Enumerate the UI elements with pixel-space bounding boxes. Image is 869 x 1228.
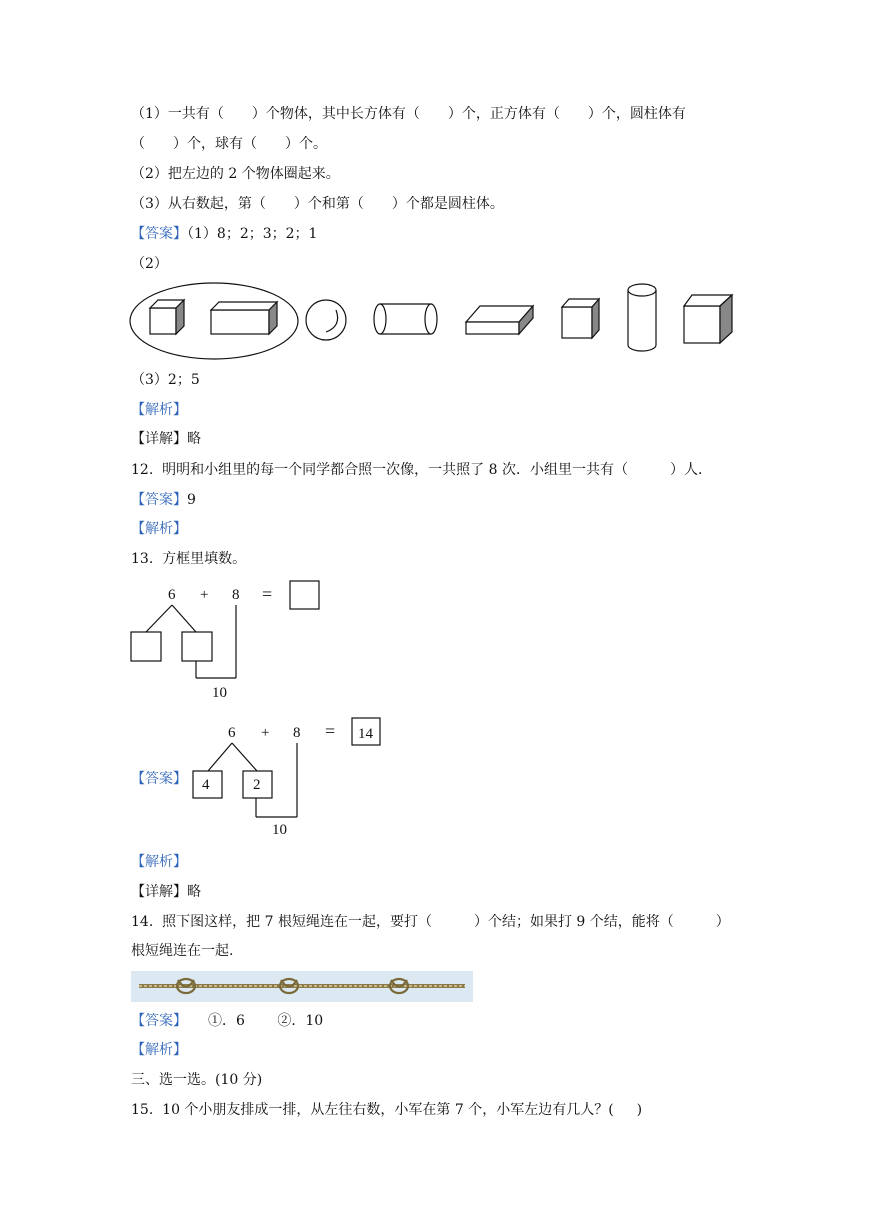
cube-2 bbox=[562, 299, 599, 338]
q11-answer-part2: （2） bbox=[131, 256, 168, 272]
addend-b: 8 bbox=[293, 725, 301, 741]
left-box bbox=[131, 632, 161, 661]
answer-values: ①．6 ②．10 bbox=[180, 1013, 324, 1029]
section-3-heading: 三、选一选。(10 分) bbox=[131, 1072, 263, 1088]
answer-value: 9 bbox=[187, 492, 196, 508]
answer-label: 【答案】 bbox=[131, 1013, 180, 1029]
addend-a: 6 bbox=[228, 725, 236, 741]
q15-text: 15. 10 个小朋友排成一排，从左往右数，小军在第 7 个，小军左边有几人？( ) bbox=[131, 1102, 643, 1118]
q11-analysis: 【解析】 bbox=[131, 402, 187, 418]
cuboid-1 bbox=[211, 302, 277, 334]
addend-a: 6 bbox=[168, 587, 176, 603]
decompose-question-figure bbox=[128, 578, 328, 703]
answer-label: 【答案】 bbox=[131, 492, 187, 508]
cube-1 bbox=[150, 300, 184, 334]
result-box bbox=[290, 581, 319, 609]
q13-text: 13. 方框里填数。 bbox=[131, 551, 247, 567]
equals-sign: = bbox=[262, 584, 273, 604]
detail-label: 【详解】 bbox=[131, 884, 187, 900]
sphere bbox=[306, 300, 346, 340]
decompose-answer-figure bbox=[190, 715, 390, 840]
answer-part1: （1）8；2；3；2；1 bbox=[187, 226, 318, 242]
cube-3 bbox=[684, 295, 732, 343]
q13-answer-label: 【答案】 bbox=[131, 771, 187, 787]
right-value: 2 bbox=[253, 777, 261, 793]
answer-label: 【答案】 bbox=[131, 226, 187, 242]
rope-knots-image bbox=[131, 971, 473, 1002]
q13-analysis: 【解析】 bbox=[131, 854, 187, 870]
q14-analysis: 【解析】 bbox=[131, 1042, 187, 1058]
detail-text: 略 bbox=[187, 884, 201, 900]
q12-text: 12. 明明和小组里的每一个同学都合照一次像，一共照了 8 次．小组里一共有（ ）人． bbox=[131, 462, 712, 478]
q11-part1-line1: （1）一共有（ ）个物体，其中长方体有（ ）个，正方体有（ ）个，圆柱体有 bbox=[131, 106, 686, 122]
q11-answer-part3: （3）2；5 bbox=[131, 372, 200, 388]
q14-line1: 14. 照下图这样，把 7 根短绳连在一起，要打（ ）个结；如果打 9 个结，能将（ ） bbox=[131, 914, 730, 930]
cylinder-horizontal bbox=[374, 304, 437, 334]
q14-line2: 根短绳连在一起. bbox=[131, 943, 234, 959]
equals-sign: = bbox=[325, 721, 336, 741]
ten-label: 10 bbox=[272, 822, 287, 838]
detail-text: 略 bbox=[187, 431, 201, 447]
q12-answer bbox=[131, 490, 196, 510]
q11-detail bbox=[131, 429, 201, 449]
q12-analysis: 【解析】 bbox=[131, 521, 187, 537]
q13-detail bbox=[131, 882, 201, 902]
plus-sign: + bbox=[261, 725, 270, 741]
q11-part3: （3）从右数起，第（ ）个和第（ ）个都是圆柱体。 bbox=[131, 196, 504, 212]
result-value: 14 bbox=[358, 726, 373, 742]
q11-part1-line2: （ ）个，球有（ ）个。 bbox=[131, 136, 327, 152]
cylinder-vertical bbox=[628, 284, 656, 351]
plus-sign: + bbox=[200, 587, 209, 603]
q11-answer bbox=[131, 224, 317, 244]
detail-label: 【详解】 bbox=[131, 431, 187, 447]
cuboid-flat bbox=[466, 306, 533, 334]
solids-figure bbox=[128, 280, 738, 360]
addend-b: 8 bbox=[232, 587, 240, 603]
ten-label: 10 bbox=[212, 685, 227, 701]
q14-answer bbox=[131, 1011, 323, 1031]
right-box bbox=[182, 632, 212, 661]
q11-part2: （2）把左边的 2 个物体圈起来。 bbox=[131, 166, 340, 182]
left-value: 4 bbox=[202, 777, 210, 793]
